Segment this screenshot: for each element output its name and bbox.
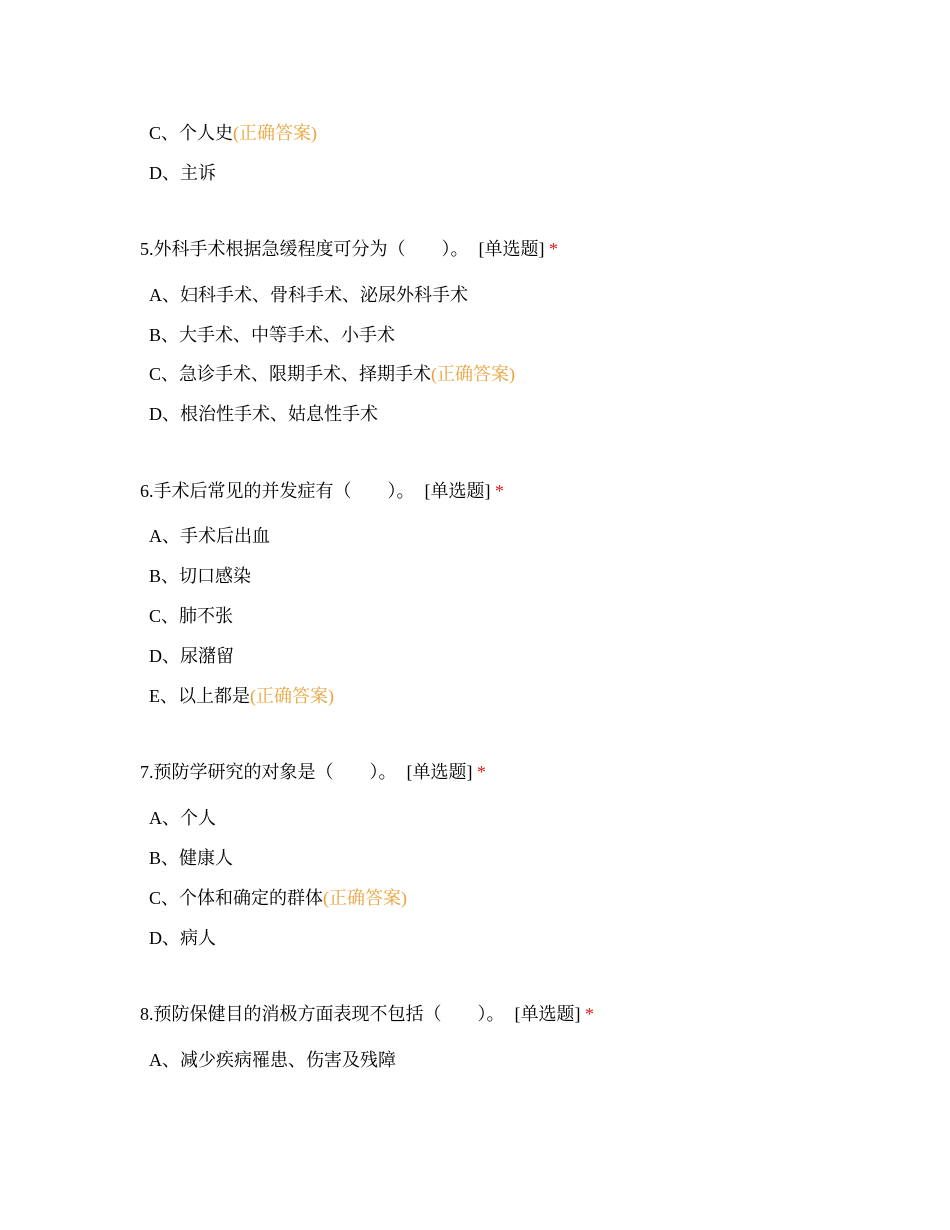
question-8-title — [140, 1002, 594, 1026]
q6-option-c — [149, 604, 233, 628]
question-6-title — [140, 479, 504, 503]
option-text: B、健康人 — [149, 848, 234, 868]
required-mark: * — [495, 481, 504, 501]
option-text: D、尿潴留 — [149, 646, 234, 666]
question-text: 8.预防保健目的消极方面表现不包括（ ）。 — [140, 1004, 505, 1024]
option-text: D、病人 — [149, 928, 216, 948]
question-type: [单选题] — [424, 481, 491, 501]
required-mark: * — [477, 762, 486, 782]
option-text: D、主诉 — [149, 163, 216, 183]
q7-option-b — [149, 846, 233, 870]
option-text: C、肺不张 — [149, 606, 234, 626]
correct-answer-label: (正确答案) — [323, 888, 408, 908]
q5-option-c — [149, 362, 515, 386]
correct-answer-label: (正确答案) — [233, 123, 318, 143]
q6-option-e — [149, 684, 334, 708]
required-mark: * — [585, 1004, 594, 1024]
q7-option-d — [149, 926, 216, 950]
q4-option-c — [149, 121, 317, 145]
option-text: E、以上都是 — [149, 686, 250, 706]
option-text: C、个人史 — [149, 123, 234, 143]
option-text: A、手术后出血 — [149, 526, 270, 546]
q5-option-d — [149, 402, 378, 426]
question-text: 6.手术后常见的并发症有（ ）。 — [140, 481, 415, 501]
q8-option-a — [149, 1048, 396, 1072]
q5-option-a — [149, 283, 468, 307]
question-type: [单选题] — [514, 1004, 581, 1024]
q6-option-d — [149, 644, 234, 668]
q6-option-b — [149, 564, 251, 588]
question-text: 5.外科手术根据急缓程度可分为（ ）。 — [140, 239, 469, 259]
q6-option-a — [149, 524, 270, 548]
correct-answer-label: (正确答案) — [431, 364, 516, 384]
q4-option-d — [149, 161, 216, 185]
question-type: [单选题] — [478, 239, 545, 259]
question-text: 7.预防学研究的对象是（ ）。 — [140, 762, 397, 782]
question-7-title — [140, 760, 486, 784]
option-text: B、大手术、中等手术、小手术 — [149, 325, 396, 345]
option-text: A、个人 — [149, 808, 216, 828]
question-type: [单选题] — [406, 762, 473, 782]
q7-option-c — [149, 886, 407, 910]
option-text: A、妇科手术、骨科手术、泌尿外科手术 — [149, 285, 468, 305]
q7-option-a — [149, 806, 216, 830]
correct-answer-label: (正确答案) — [250, 686, 334, 706]
option-text: A、减少疾病罹患、伤害及残障 — [149, 1050, 396, 1070]
option-text: B、切口感染 — [149, 566, 252, 586]
question-5-title — [140, 237, 558, 261]
option-text: D、根治性手术、姑息性手术 — [149, 404, 378, 424]
option-text: C、急诊手术、限期手术、择期手术 — [149, 364, 432, 384]
option-text: C、个体和确定的群体 — [149, 888, 324, 908]
q5-option-b — [149, 323, 395, 347]
required-mark: * — [549, 239, 558, 259]
